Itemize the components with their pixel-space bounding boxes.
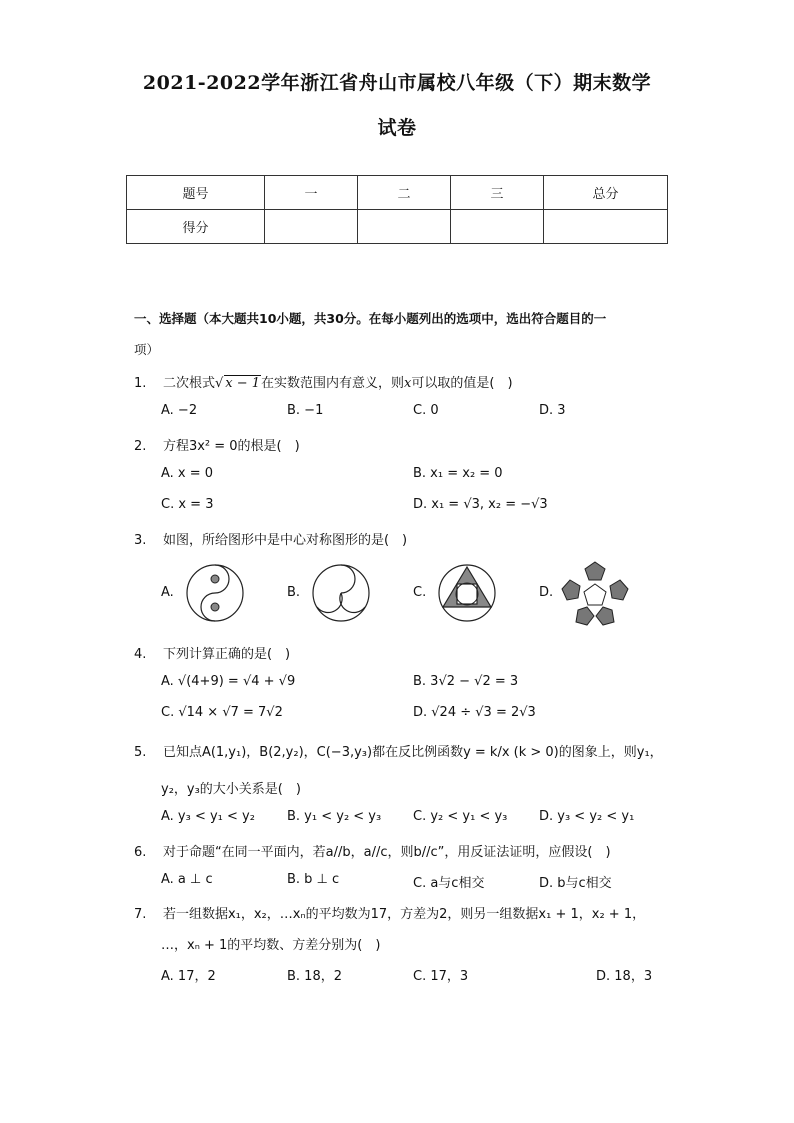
option-b[interactable]: B. 3√2 − √2 = 3 — [413, 674, 519, 689]
question-1: 1. 二次根式√ x − 1在实数范围内有意义，则x可以取的值是( ) — [134, 376, 513, 391]
question-text: 可以取的值是( ) — [411, 376, 513, 391]
table-cell: 一 — [265, 176, 358, 210]
table-cell: 三 — [451, 176, 544, 210]
question-text: 对于命题“在同一平面内，若a//b，a//c，则b//c”，用反证法证明，应假设( ) — [162, 845, 611, 860]
question-text: 二次根式 — [162, 376, 215, 391]
question-text: 在实数范围内有意义，则 — [261, 376, 405, 391]
question-7-cont: …，xₙ + 1的平均数、方差分别为( ) — [161, 938, 381, 953]
score-table-row — [127, 210, 668, 244]
triangle-square-figure — [437, 563, 497, 623]
pentagon-ring-figure — [560, 560, 630, 626]
score-table-header-row — [127, 176, 668, 210]
option-a[interactable]: A. √(4+9) = √4 + √9 — [161, 674, 296, 689]
option-b[interactable]: B. x₁ = x₂ = 0 — [413, 466, 503, 481]
question-text: 下列计算正确的是( ) — [162, 647, 291, 662]
table-cell-empty[interactable] — [544, 210, 668, 244]
option-a[interactable]: A. −2 — [161, 403, 198, 418]
option-d[interactable]: D. x₁ = √3, x₂ = −√3 — [413, 497, 548, 512]
question-5 — [134, 741, 663, 760]
swirl-figure — [311, 563, 371, 623]
option-c[interactable]: C. x = 3 — [161, 497, 214, 512]
table-cell: 题号 — [127, 176, 265, 210]
question-5-cont: y₂，y₃的大小关系是( ) — [161, 782, 301, 797]
yin-yang-figure — [185, 563, 245, 623]
option-a[interactable]: A. — [161, 585, 174, 600]
option-b[interactable]: B. 18，2 — [287, 969, 342, 984]
question-6 — [134, 841, 611, 860]
question-number: 6. — [134, 845, 147, 860]
table-cell-empty[interactable] — [358, 210, 451, 244]
table-cell-empty[interactable] — [451, 210, 544, 244]
question-number: 2. — [134, 439, 147, 454]
question-3 — [134, 529, 407, 548]
question-number: 5. — [134, 745, 147, 760]
section-heading: 一、选择题（本大题共10小题，共30分。在每小题列出的选项中，选出符合题目的一 — [134, 311, 607, 326]
section-heading-cont: 项） — [134, 342, 160, 357]
option-a[interactable]: A. 17，2 — [161, 969, 216, 984]
option-d[interactable]: D. 3 — [539, 403, 566, 418]
table-cell-empty[interactable] — [265, 210, 358, 244]
option-c[interactable]: C. √14 × √7 = 7√2 — [161, 705, 283, 720]
question-2 — [134, 435, 300, 454]
question-4 — [134, 643, 290, 662]
option-a[interactable]: A. y₃ < y₁ < y₂ — [161, 809, 255, 824]
math-var: x — [404, 376, 412, 391]
option-d[interactable]: D. — [539, 585, 554, 600]
score-table — [126, 175, 668, 244]
option-d[interactable]: D. y₃ < y₂ < y₁ — [539, 809, 635, 824]
table-cell: 二 — [358, 176, 451, 210]
question-text: 已知点A(1,y₁)，B(2,y₂)，C(−3,y₃)都在反比例函数y = k/x (k > 0)的图象上，则y₁， — [162, 745, 663, 760]
option-b[interactable]: B. y₁ < y₂ < y₃ — [287, 809, 382, 824]
exam-title-line2: 试卷 — [377, 117, 417, 139]
option-d[interactable]: D. b与c相交 — [539, 876, 612, 891]
table-cell: 得分 — [127, 210, 265, 244]
option-a[interactable]: A. x = 0 — [161, 466, 214, 481]
option-d[interactable]: D. √24 ÷ √3 = 2√3 — [413, 705, 536, 720]
table-cell: 总分 — [544, 176, 668, 210]
question-text: 如图，所给图形中是中心对称图形的是( ) — [162, 533, 408, 548]
option-a[interactable]: A. a ⊥ c — [161, 872, 213, 887]
question-number: 4. — [134, 647, 147, 662]
math-radicand: x − 1 — [225, 376, 261, 391]
question-number: 1. — [134, 376, 147, 391]
option-b[interactable]: B. b ⊥ c — [287, 872, 340, 887]
question-number: 3. — [134, 533, 147, 548]
option-d[interactable]: D. 18，3 — [596, 969, 653, 984]
question-text: 若一组数据x₁，x₂，…xₙ的平均数为17，方差为2，则另一组数据x₁ + 1，x₂ + 1， — [162, 907, 646, 922]
question-7 — [134, 903, 645, 922]
exam-title: 2021-2022学年浙江省舟山市属校八年级（下）期末数学 — [142, 72, 652, 94]
option-b[interactable]: B. −1 — [287, 403, 324, 418]
question-text: 方程3x² = 0的根是( ) — [162, 439, 300, 454]
question-number: 7. — [134, 907, 147, 922]
option-c[interactable]: C. y₂ < y₁ < y₃ — [413, 809, 508, 824]
option-c[interactable]: C. a与c相交 — [413, 876, 485, 891]
option-c[interactable]: C. 0 — [413, 403, 439, 418]
option-c[interactable]: C. 17，3 — [413, 969, 469, 984]
option-b[interactable]: B. — [287, 585, 301, 600]
option-c[interactable]: C. — [413, 585, 427, 600]
